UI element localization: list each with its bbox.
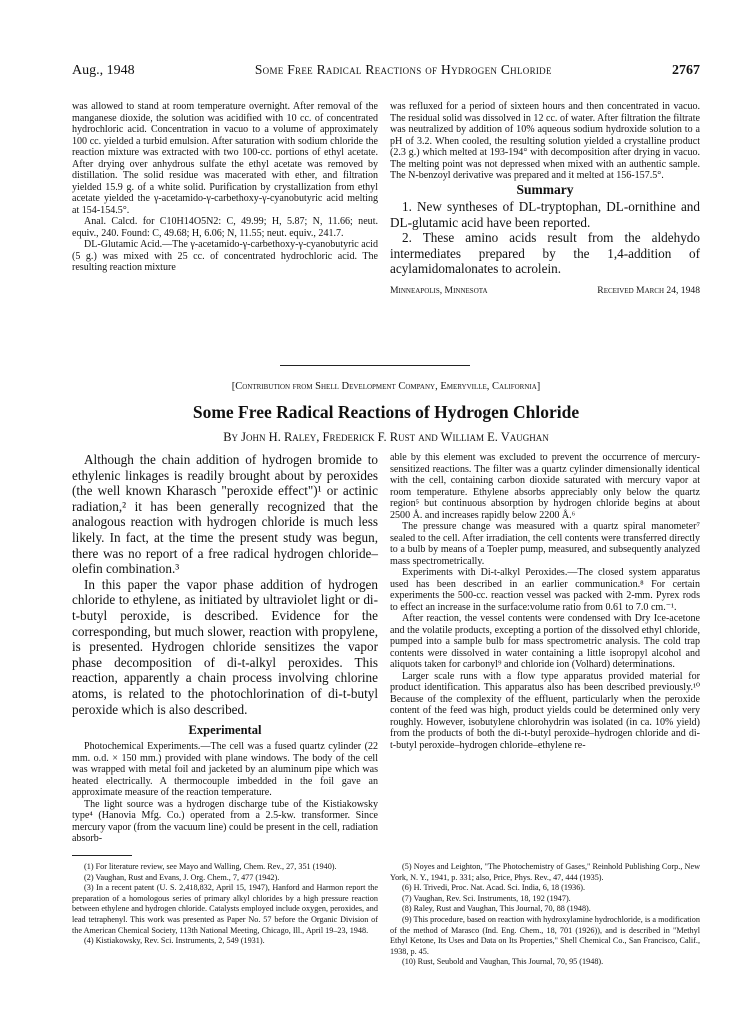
- footnote: (9) This procedure, based on reaction with hydroxylamine hydrochloride, is a modification of the method of Marasco (Ind. Eng. Chem., 18, 701 (1926)), and is described in "Methyl Ethyl Ketone, Its Uses and Data on Its Properties," Shell Chemical Co., San Francisco, Calif., 1938, p. 45.: [390, 914, 700, 956]
- paragraph: Experiments with Di-t-alkyl Peroxides.—The closed system apparatus used has been described in an earlier communication.⁸ For certain experiments the 500-cc. reaction vessel was packed with 2-mm. Pyrex rods to effect an increase in the surface:volume ratio from 0.61 to 7.0 cm.⁻¹.: [390, 567, 700, 613]
- divider: [280, 365, 470, 366]
- experimental-heading: Experimental: [188, 723, 262, 738]
- intro-paragraph: Although the chain addition of hydrogen bromide to ethylenic linkages is readily brought about by peroxides (the well known Kharasch "peroxide effect")¹ or actinic radiation,² it has been generally recognized that the analogous reaction with hydrogen chloride is much less likely. In fact, at the time the present study was begun, there was no report of a free radical hydrogen chloride–olefin combination.³: [72, 452, 378, 577]
- footnote: (8) Raley, Rust and Vaughan, This Journal, 70, 88 (1948).: [402, 904, 591, 914]
- paragraph: was allowed to stand at room temperature overnight. After removal of the manganese dioxide, the solution was acidified with 10 cc. of concentrated hydrochloric acid. Concentration in vacuo to a volume of approximately 100 cc. yielded a turbid emulsion. After saturation with sodium chloride the reaction mixture was extracted with two 100-cc. portions of ethyl acetate. After drying over anhydrous sulfate the ethyl acetate was removed by distillation. The solid residue was macerated with ether, and filtration yielded 15.9 g. of a white solid. Purification by crystallization from ethyl acetate yielded the γ-acetamido-γ-carbethoxy-γ-cyanobutyric acid melting at 154-154.5°.: [72, 101, 378, 216]
- summary-heading: Summary: [516, 181, 574, 197]
- paragraph: able by this element was excluded to prevent the occurrence of mercury-sensitized reactions. The filter was a quartz cylinder dimensionally identical with the cell, containing carbon dioxide saturated with mercury vapor at room temperature. Ethylene absorbs appreciably only below the quartz region⁵ but continuous absorption by hydrogen chloride begins at about 2500 Å. and increases rapidly below 2200 Å.⁶: [390, 452, 700, 521]
- footnote: (10) Rust, Seubold and Vaughan, This Journal, 70, 95 (1948).: [402, 957, 604, 967]
- footnotes-right: [390, 862, 700, 968]
- footnote: (3) In a recent patent (U. S. 2,418,832, April 15, 1947), Hanford and Harmon report the preparation of a homologous series of primary alkyl chlorides by a high pressure reaction between ethylene and hydrogen chloride. Catalysts employed include oxygen, peroxides, and lead tetraphenyl. This work was presented as Paper No. 57 before the Organic Division of the American Chemical Society, 113th National Meeting, Chicago, Ill., April 19–23, 1948.: [72, 883, 378, 935]
- paragraph: Larger scale runs with a flow type apparatus provided material for product identification. This apparatus also has been described previously.¹⁰ Because of the complexity of the effluent, particularly when the peroxide content of the feed was high, product yields could be determined only very roughly. However, isobutylene chlorohydrin was isolated (in ca. 10% yield) from the products of both the di-t-butyl peroxide–hydrogen chloride and di-t-butyl peroxide–hydrogen chloride–ethylene re-: [390, 670, 700, 751]
- summary-item: 1. New syntheses of DL-tryptophan, DL-ornithine and DL-glutamic acid have been reported.: [390, 199, 700, 230]
- paragraph: was refluxed for a period of sixteen hours and then concentrated in vacuo. The residual solid was dissolved in 12 cc. of water. After filtration the filtrate was neutralized by addition of 10% aqueous sodium hydroxide solution to a pH of 3.2. When cooled, the resulting solution yielded a crystalline product (2.3 g.) which melted at 193-194° with decomposition after drying in vacuo. The melting point was not depressed when mixed with an authentic sample. The N-benzoyl derivative was prepared and it melted at 156-157.5°.: [390, 101, 700, 181]
- analysis-paragraph: Anal. Calcd. for C10H14O5N2: C, 49.99; H, 5.87; N, 11.66; neut. equiv., 240. Found: C, 49.68; H, 6.06; N, 11.55; neut. equiv., 241.7.: [72, 216, 378, 239]
- article-authors: By John H. Raley, Frederick F. Rust and William E. Vaughan: [223, 430, 549, 444]
- page-number: 2767: [671, 63, 700, 78]
- article-right-column: [390, 452, 700, 751]
- header-date: Aug., 1948: [72, 63, 135, 78]
- footnote: (7) Vaughan, Rev. Sci. Instruments, 18, 192 (1947).: [402, 893, 571, 903]
- header-running-title: Some Free Radical Reactions of Hydrogen Chloride: [254, 62, 552, 77]
- paragraph: DL-Glutamic Acid.—The γ-acetamido-γ-carbethoxy-γ-cyanobutyric acid (5 g.) was mixed with 25 cc. of concentrated hydrochloric acid. The resulting reaction mixture: [72, 239, 378, 273]
- location: Minneapolis, Minnesota: [390, 284, 488, 296]
- received-date: Received March 24, 1948: [597, 284, 700, 296]
- footnote: (6) H. Trivedi, Proc. Nat. Acad. Sci. India, 6, 18 (1936).: [402, 883, 586, 893]
- article-left-column: [72, 452, 378, 845]
- footnote: (2) Vaughan, Rust and Evans, J. Org. Chem., 7, 477 (1942).: [84, 872, 280, 882]
- previous-article-right-column: [390, 101, 700, 296]
- previous-article-left-column: [72, 101, 378, 274]
- paragraph: Photochemical Experiments.—The cell was a fused quartz cylinder (22 mm. o.d. × 150 mm.) provided with plane windows. The body of the cell was wrapped with metal foil and jacketed by an aluminum pipe which was heated electrically. A thermocouple imbedded in the foil gave an approximate measure of the reaction temperature.: [72, 741, 378, 799]
- summary-item: 2. These amino acids result from the aldehydo intermediates prepared by the 1,4-addition of acylamidomalonates to acrolein.: [390, 230, 700, 277]
- footnote: (5) Noyes and Leighton, "The Photochemistry of Gases," Reinhold Publishing Corp., New York, N. Y., 1941, p. 331; also, Price, Phys. Rev., 47, 444 (1935).: [390, 862, 700, 882]
- paragraph: After reaction, the vessel contents were condensed with Dry Ice-acetone and the volatile products, excepting a portion of the dissolved ethyl chloride, pumped into a sample bulb for mass spectrometric analysis. The cold trap contents were dissolved in water containing a little isopropyl alcohol and aliquots taken for carbonyl⁹ and chloride ion (Volhard) determinations.: [390, 613, 700, 670]
- contribution-line: [Contribution from Shell Development Company, Emeryville, California]: [231, 381, 541, 392]
- footnotes-left: [72, 862, 378, 947]
- footnote-rule: [72, 855, 132, 856]
- running-header: [72, 62, 700, 82]
- paragraph: The light source was a hydrogen discharge tube of the Kistiakowsky type⁴ (Hanovia Mfg. Co.) operated from a 2.5-kw. transformer. Since mercury vapor (from the vacuum line) could be present in the cell, radiation absorb-: [72, 798, 378, 845]
- footnote: (4) Kistiakowsky, Rev. Sci. Instruments, 2, 549 (1931).: [84, 936, 265, 946]
- paragraph: The pressure change was measured with a quartz spiral manometer⁷ sealed to the cell. After irradiation, the cell contents were transferred directly to a bulb by means of a Toepler pump, measured, and subsequently analyzed mass spectrometrically.: [390, 521, 700, 567]
- article-title: Some Free Radical Reactions of Hydrogen Chloride: [192, 402, 580, 422]
- footnote: (1) For literature review, see Mayo and Walling, Chem. Rev., 27, 351 (1940).: [84, 862, 337, 871]
- intro-paragraph: In this paper the vapor phase addition of hydrogen chloride to ethylene, as initiated by ultraviolet light or di-t-butyl peroxide, is described. Evidence for the corresponding, but much slower, reaction with propylene, is presented. Hydrogen chloride sensitizes the vapor phase decomposition of di-t-alkyl peroxides. This reaction, apparently a chain process involving chlorine atoms, is related to the photochlorination of di-t-butyl peroxide which is also described.: [72, 576, 378, 717]
- signature-line: [390, 285, 700, 297]
